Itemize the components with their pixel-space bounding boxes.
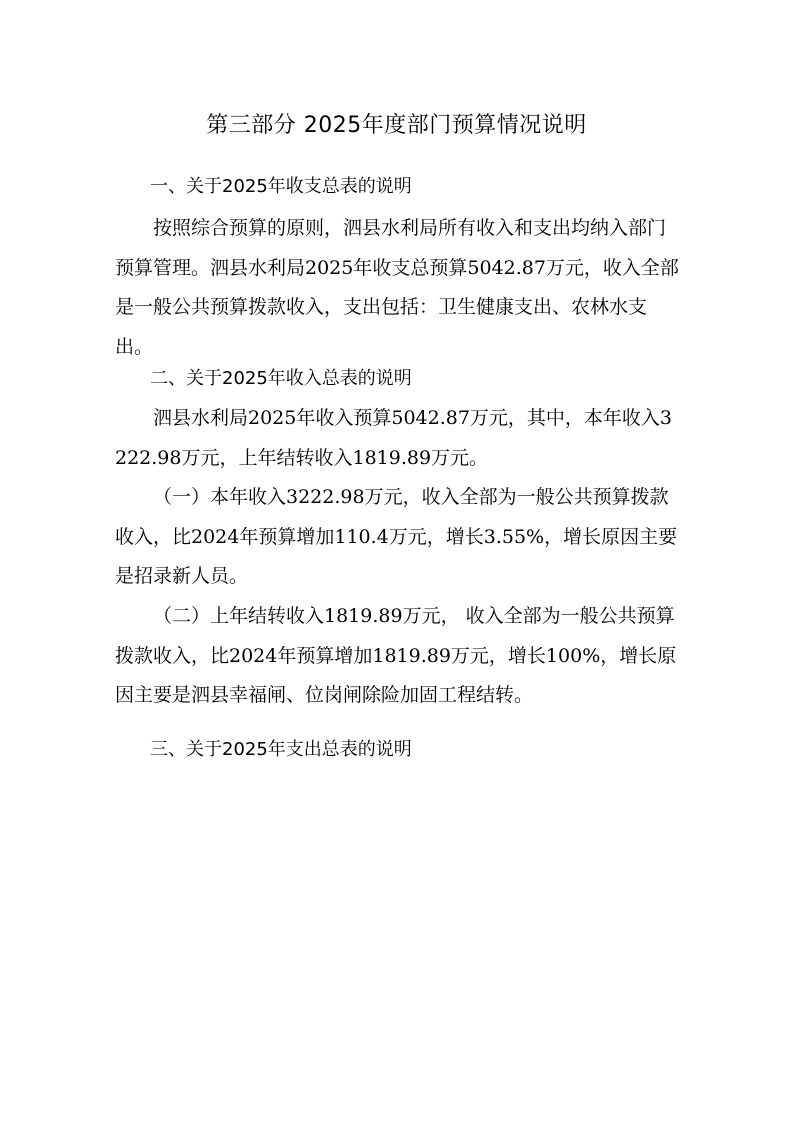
section-heading-1: 一、关于2025年收支总表的说明	[150, 176, 412, 197]
section-2-paragraph-3: （二）上年结转收入1819.89万元， 收入全部为一般公共预算拨款收入，比2024年预算增加1819.89万元，增长100%，增长原因主要是泗县幸福闸、位岗闸除险加固工程结转。	[115, 605, 677, 706]
section-heading-2: 二、关于2025年收入总表的说明	[150, 368, 412, 389]
section-2-paragraph-1: 泗县水利局2025年收入预算5042.87万元，其中，本年收入3222.98万元，上年结转收入1819.89万元。	[115, 407, 673, 469]
document-title: 第三部分 2025年度部门预算情况说明	[206, 113, 587, 138]
section-heading-3: 三、关于2025年支出总表的说明	[150, 739, 412, 760]
section-2-paragraph-2: （一）本年收入3222.98万元，收入全部为一般公共预算拨款收入，比2024年预算增加110.4万元，增长3.55%，增长原因主要是招录新人员。	[115, 486, 678, 587]
section-1-paragraph-1: 按照综合预算的原则，泗县水利局所有收入和支出均纳入部门预算管理。泗县水利局2025年收支总预算5042.87万元，收入全部是一般公共预算拨款收入，支出包括：卫生健康支出、农林水支出。	[115, 217, 679, 358]
